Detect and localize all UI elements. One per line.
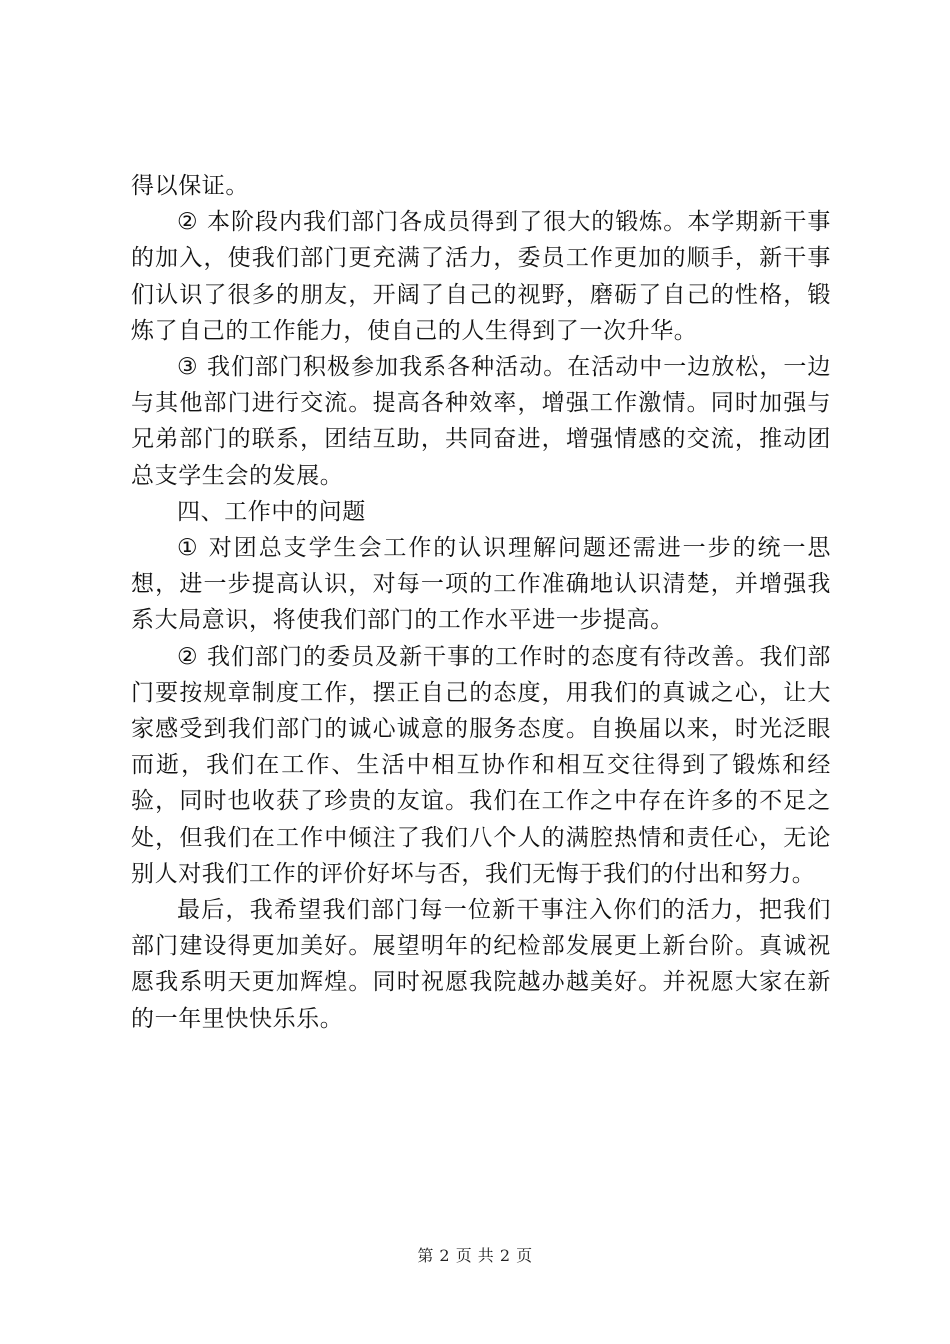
page-number-footer: 第 2 页 共 2 页 bbox=[417, 1246, 533, 1265]
section-heading-problems: 四、工作中的问题 bbox=[177, 498, 366, 525]
paragraph-item-3-activities: ③ 我们部门积极参加我系各种活动。在活动中一边放松，一边与其他部门进行交流。提高各种效率，增强工作激情。同时加强与兄弟部门的联系，团结互助，共同奋进，增强情感的交流，推动团总支学生会的发展。 bbox=[131, 354, 831, 489]
paragraph-continuation: 得以保证。 bbox=[131, 173, 249, 199]
paragraph-closing: 最后，我希望我们部门每一位新干事注入你们的活力，把我们部门建设得更加美好。展望明年的纪检部发展更上新台阶。真诚祝愿我系明天更加辉煌。同时祝愿我院越办越美好。并祝愿大家在新的一年里快快乐乐。 bbox=[131, 897, 831, 1032]
paragraph-item-2-growth: ② 本阶段内我们部门各成员得到了很大的锻炼。本学期新干事的加入，使我们部门更充满了活力，委员工作更加的顺手，新干事们认识了很多的朋友，开阔了自己的视野，磨砺了自己的性格，锻炼了自己的工作能力，使自己的人生得到了一次升华。 bbox=[131, 209, 831, 344]
paragraph-problem-2: ② 我们部门的委员及新干事的工作时的态度有待改善。我们部门要按规章制度工作，摆正自己的态度，用我们的真诚之心，让大家感受到我们部门的诚心诚意的服务态度。自换届以来，时光泛眼而逝，我们在工作、生活中相互协作和相互交往得到了锻炼和经验，同时也收获了珍贵的友谊。我们在工作之中存在许多的不足之处，但我们在工作中倾注了我们八个人的满腔热情和责任心，无论别人对我们工作的评价好坏与否，我们无悔于我们的付出和努力。 bbox=[131, 643, 831, 887]
document-body bbox=[131, 168, 831, 1037]
paragraph-problem-1: ① 对团总支学生会工作的认识理解问题还需进一步的统一思想，进一步提高认识，对每一项的工作准确地认识清楚，并增强我系大局意识，将使我们部门的工作水平进一步提高。 bbox=[131, 535, 831, 634]
